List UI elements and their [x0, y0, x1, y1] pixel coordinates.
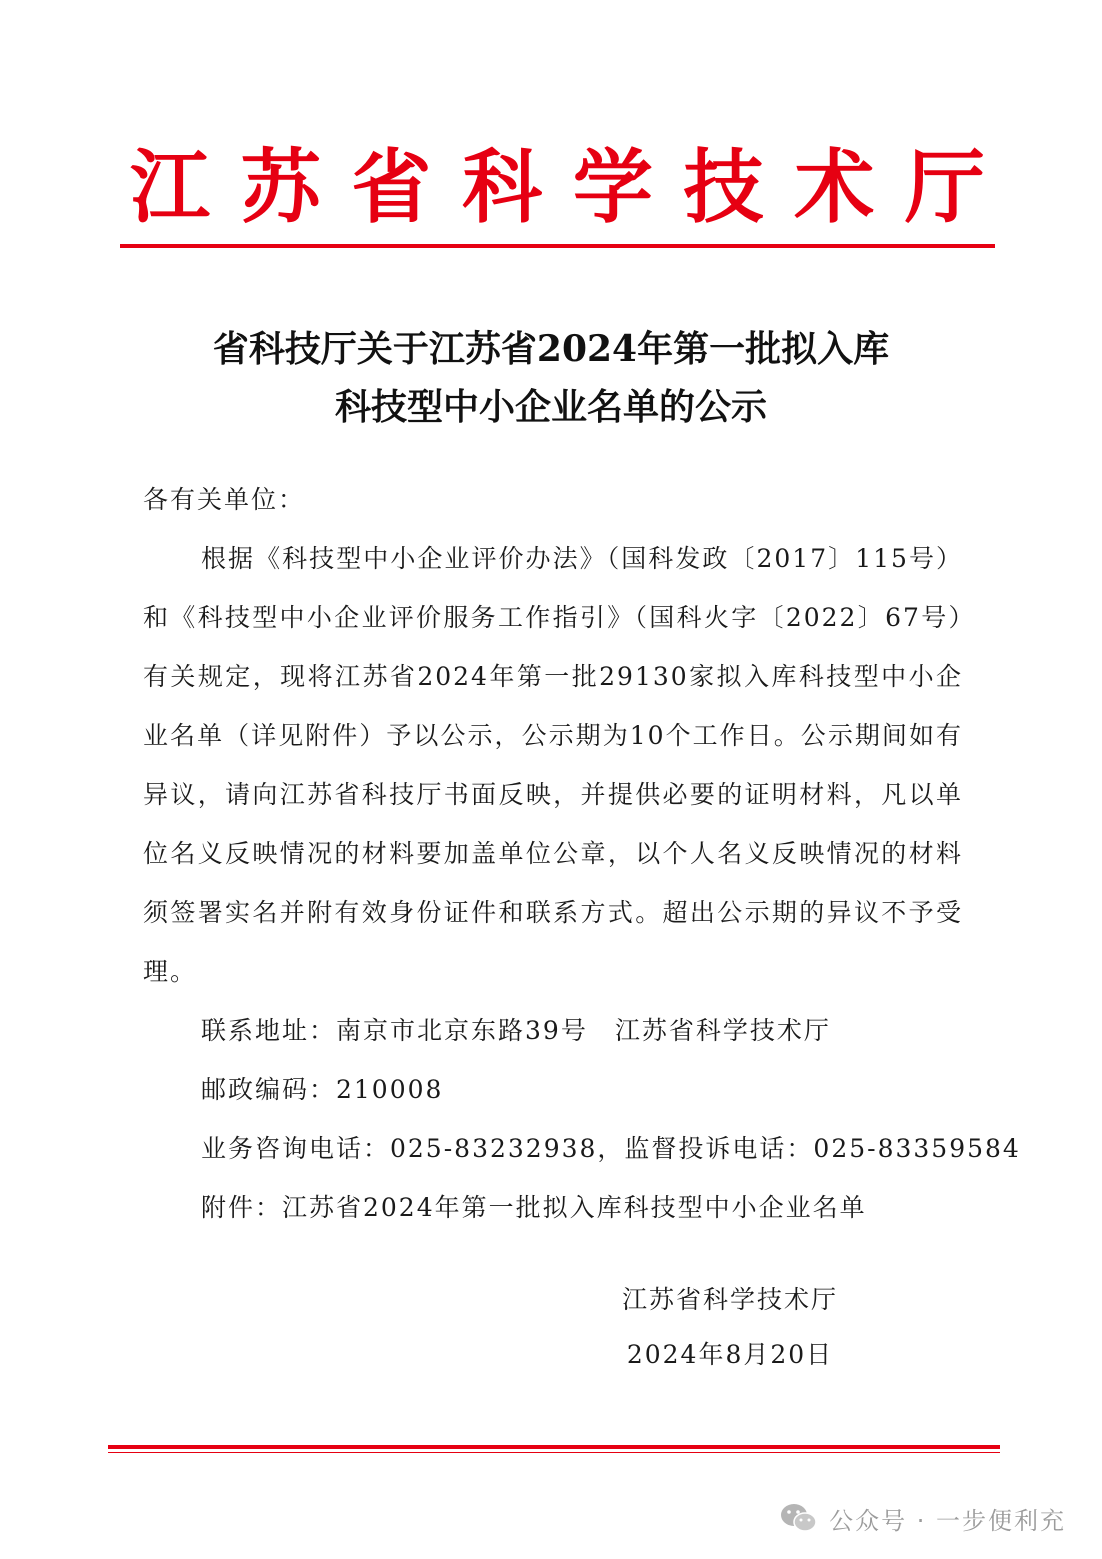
main-paragraph: 根据《科技型中小企业评价办法》（国科发政〔2017〕115号）和《科技型中小企业评价服务工作指引》（国科火字〔2022〕67号）有关规定，现将江苏省2024年第一批29130家拟入库科技型中小企业名单（详见附件）予以公示，公示期为10个工作日。公示期间如有异议，请向江苏省科技厅书面反映，并提供必要的证明材料，凡以单位名义反映情况的材料要加盖单位公章，以个人名义反映情况的材料须签署实名并附有效身份证件和联系方式。超出公示期的异议不予受理。 — [143, 544, 963, 986]
masthead — [120, 140, 995, 235]
document-title — [80, 320, 1022, 436]
masthead-char: 省 — [351, 141, 432, 234]
footer-divider-thin — [108, 1452, 1000, 1453]
masthead-char: 科 — [462, 141, 543, 234]
salutation: 各有关单位： — [143, 485, 306, 514]
watermark — [779, 1498, 1066, 1538]
issue-date: 2024年8月20日 — [626, 1340, 834, 1369]
title-line-2: 科技型中小企业名单的公示 — [334, 386, 767, 428]
phone-numbers: 业务咨询电话：025-83232938，监督投诉电话：025-83359584 — [201, 1134, 1021, 1163]
issuing-organization: 江苏省科学技术厅 — [621, 1285, 838, 1314]
footer-divider-thick — [108, 1445, 1000, 1449]
masthead-divider — [120, 244, 995, 248]
wechat-icon — [779, 1501, 819, 1535]
masthead-char: 苏 — [240, 141, 321, 234]
contact-address: 联系地址：南京市北京东路39号 江苏省科学技术厅 — [201, 1016, 831, 1045]
masthead-char: 厅 — [904, 141, 985, 234]
masthead-char: 江 — [130, 141, 210, 234]
signature-block — [560, 1272, 900, 1382]
document-body — [143, 470, 1021, 1237]
attachment-note: 附件：江苏省2024年第一批拟入库科技型中小企业名单 — [201, 1193, 867, 1222]
masthead-char: 术 — [794, 141, 875, 234]
title-line-1: 省科技厅关于江苏省2024年第一批拟入库 — [212, 328, 890, 370]
postal-code: 邮政编码：210008 — [201, 1075, 444, 1104]
masthead-char: 技 — [683, 141, 764, 234]
masthead-char: 学 — [572, 141, 653, 234]
watermark-text: 公众号 · 一步便利充 — [829, 1506, 1066, 1535]
